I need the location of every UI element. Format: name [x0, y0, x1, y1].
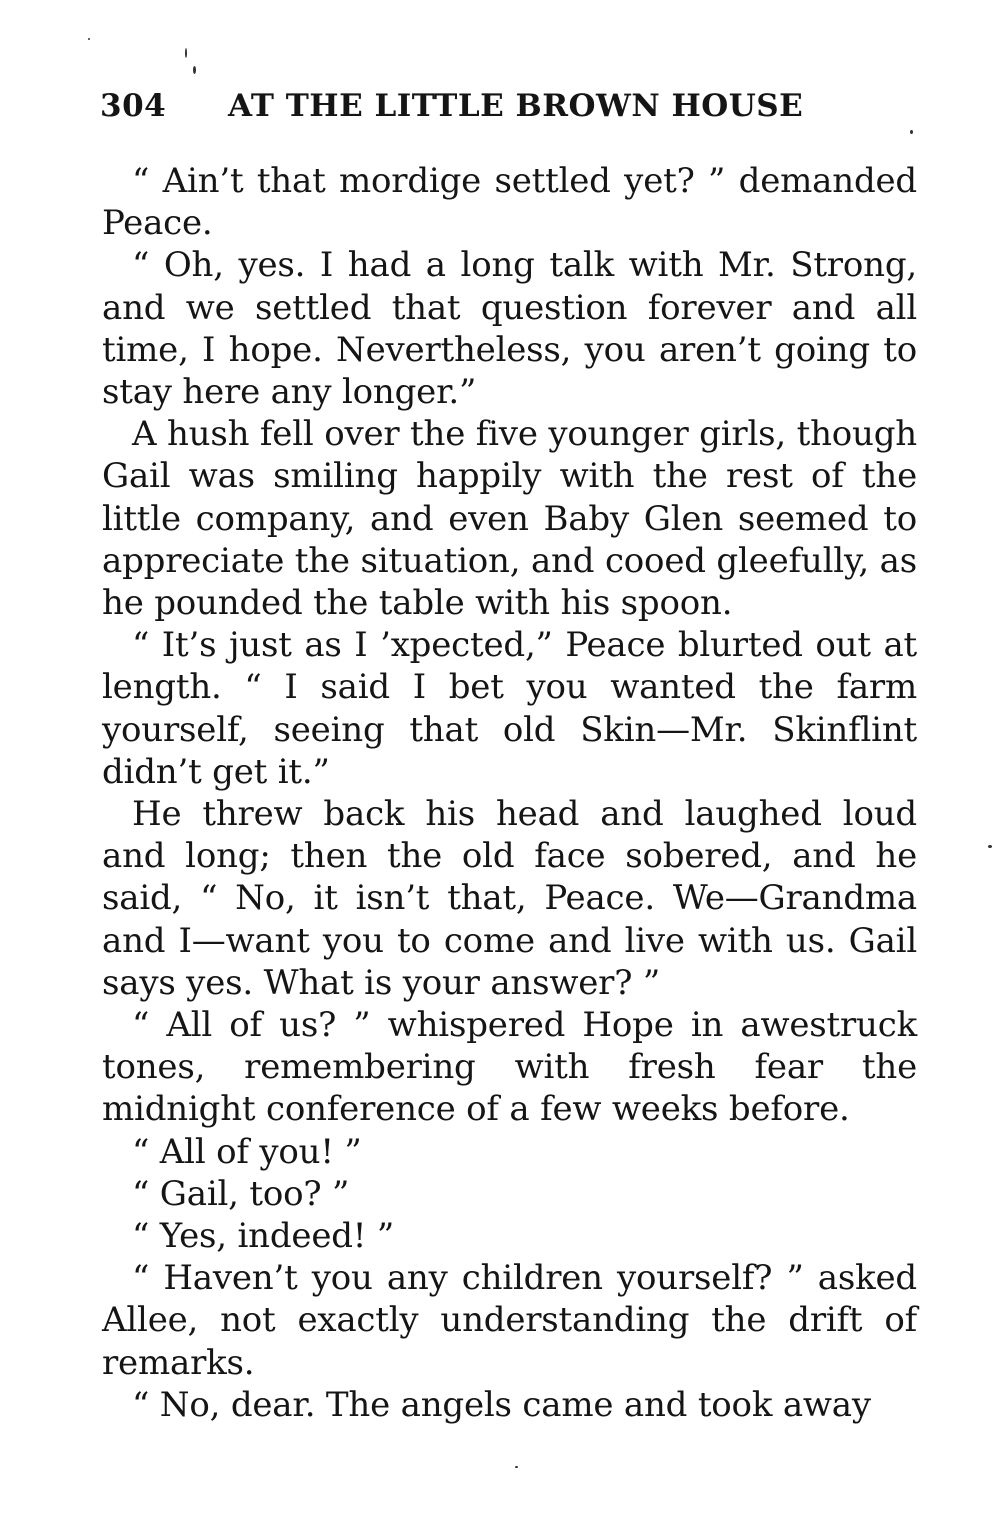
paragraph: “ No, dear. The angels came and took away: [132, 1384, 871, 1425]
paragraph: “ Ain’t that mordige settled yet? ” demanded Peace.: [102, 161, 917, 244]
scan-speck: [185, 48, 187, 58]
paragraph: “ Gail, too? ”: [132, 1173, 350, 1214]
scan-speck: [515, 1466, 518, 1468]
running-head: AT THE LITTLE BROWN HOUSE: [228, 88, 804, 124]
scan-speck: [88, 38, 90, 40]
paragraph: “ Haven’t you any children yourself? ” asked Allee, not exactly understanding the drift of remarks.: [102, 1258, 917, 1383]
paragraph: A hush fell over the five younger girls, though Gail was smiling happily with the rest of the little company, and even Baby Glen seemed to appreciate the situation, and cooed gleefully, as he pounded the table with his spoon.: [102, 414, 917, 624]
page-number: 304: [100, 88, 167, 124]
scan-speck: [988, 845, 992, 848]
scan-speck: [193, 66, 196, 74]
paragraph: “ It’s just as I ’xpected,” Peace blurted out at length. “ I said I bet you wanted the farm yourself, seeing that old Skin—Mr. Skinflint didn’t get it.”: [102, 625, 917, 792]
paragraph: He threw back his head and laughed loud and long; then the old face sobered, and he said, “ No, it isn’t that, Peace. We—Grandma and I—want you to come and live with us. Gail says yes. What is your answer? ”: [102, 794, 917, 1003]
paragraph: “ Yes, indeed! ”: [132, 1216, 395, 1257]
scan-speck: [910, 130, 913, 134]
paragraph: “ All of us? ” whispered Hope in awestruck tones, remembering with fresh fear the midnight conference of a few weeks before.: [102, 1005, 917, 1130]
paragraph: “ Oh, yes. I had a long talk with Mr. Strong, and we settled that question forever and all time, I hope. Nevertheless, you aren’t going to stay here any longer.”: [102, 245, 917, 413]
paragraph: “ All of you! ”: [132, 1131, 362, 1172]
body-text: [102, 160, 917, 1426]
page-header: [100, 88, 920, 134]
